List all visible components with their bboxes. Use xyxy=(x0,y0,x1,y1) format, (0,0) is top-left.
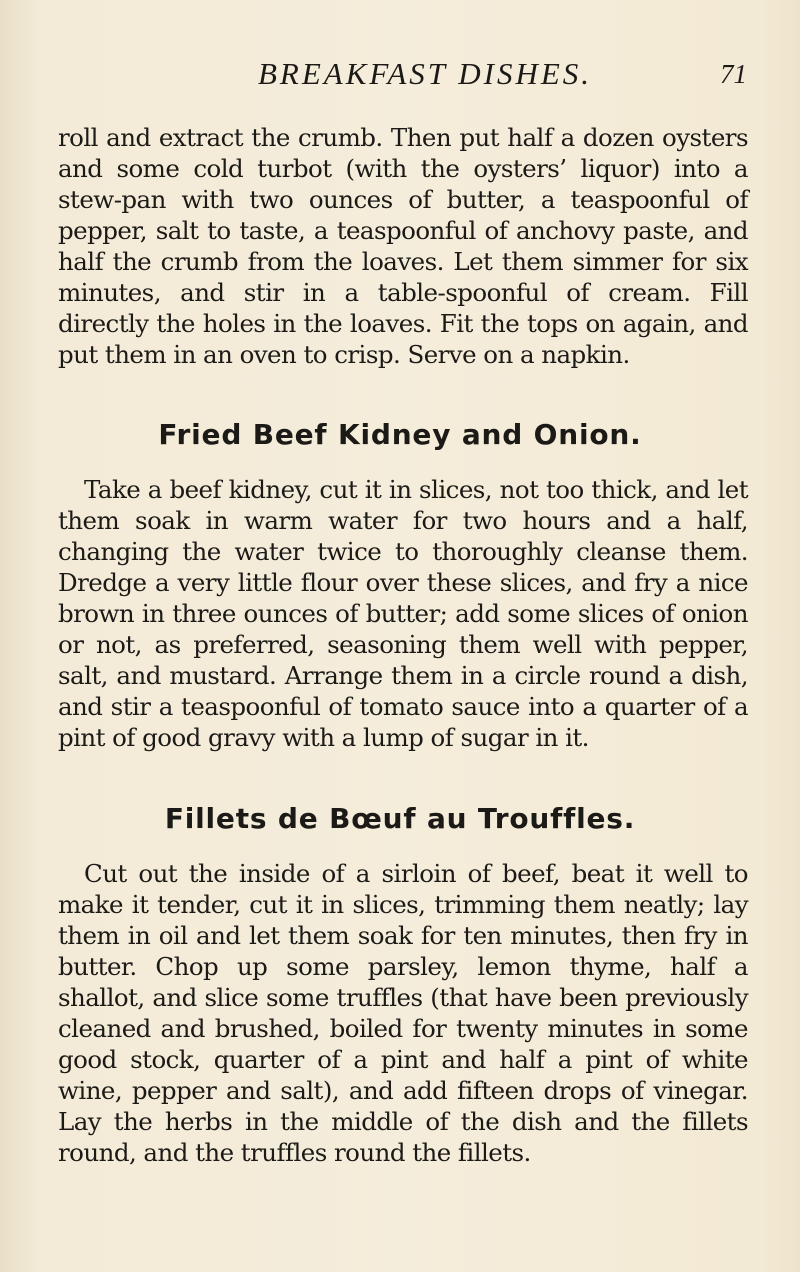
recipe-body-fillets xyxy=(58,858,748,1168)
recipe-heading-beef-kidney: Fried Beef Kidney and Onion. xyxy=(158,418,642,451)
recipe-heading-fillets: Fillets de Bœuf au Trouffles. xyxy=(164,802,636,835)
continued-paragraph xyxy=(58,122,748,370)
recipe-body-beef-kidney xyxy=(58,474,748,753)
recipe-text-fillets: Cut out the inside of a sirloin of beef, beat it well to make it tender, cut it in slices, trimming them neatly; lay them in oil and let them soak for ten minutes, then fry in butter. Chop up some parsley, lemon thyme, half a shallot, and slice some truffles (that have been previously cleaned and brushed, boiled for twenty minutes in some good stock, quarter of a pint and half a pint of white wine, pepper and salt), and add fifteen drops of vinegar. Lay the herbs in the middle of the dish and the fillets round, and the truffles round the fillets. xyxy=(58,859,748,1167)
running-title: BREAKFAST DISHES. xyxy=(258,56,593,91)
recipe-text-beef-kidney: Take a beef kidney, cut it in slices, not too thick, and let them soak in warm water for two hours and a half, changing the water twice to thoroughly cleanse them. Dredge a very little flour over these slices, and fry a nice brown in three ounces of butter; add some slices of onion or not, as preferred, seasoning them well with pepper, salt, and mustard. Arrange them in a circle round a dish, and stir a teaspoonful of tomato sauce into a quarter of a pint of good gravy with a lump of sugar in it. xyxy=(58,475,748,752)
running-head xyxy=(0,56,800,100)
continued-paragraph-text: roll and extract the crumb. Then put half a dozen oysters and some cold turbot (with the oysters’ liquor) into a stew-pan with two ounces of butter, a teaspoonful of pepper, salt to taste, a teaspoonful of anchovy paste, and half the crumb from the loaves. Let them simmer for six minutes, and stir in a table-spoonful of cream. Fill directly the holes in the loaves. Fit the tops on again, and put them in an oven to crisp. Serve on a napkin. xyxy=(58,123,748,369)
page-number: 71 xyxy=(720,59,747,89)
